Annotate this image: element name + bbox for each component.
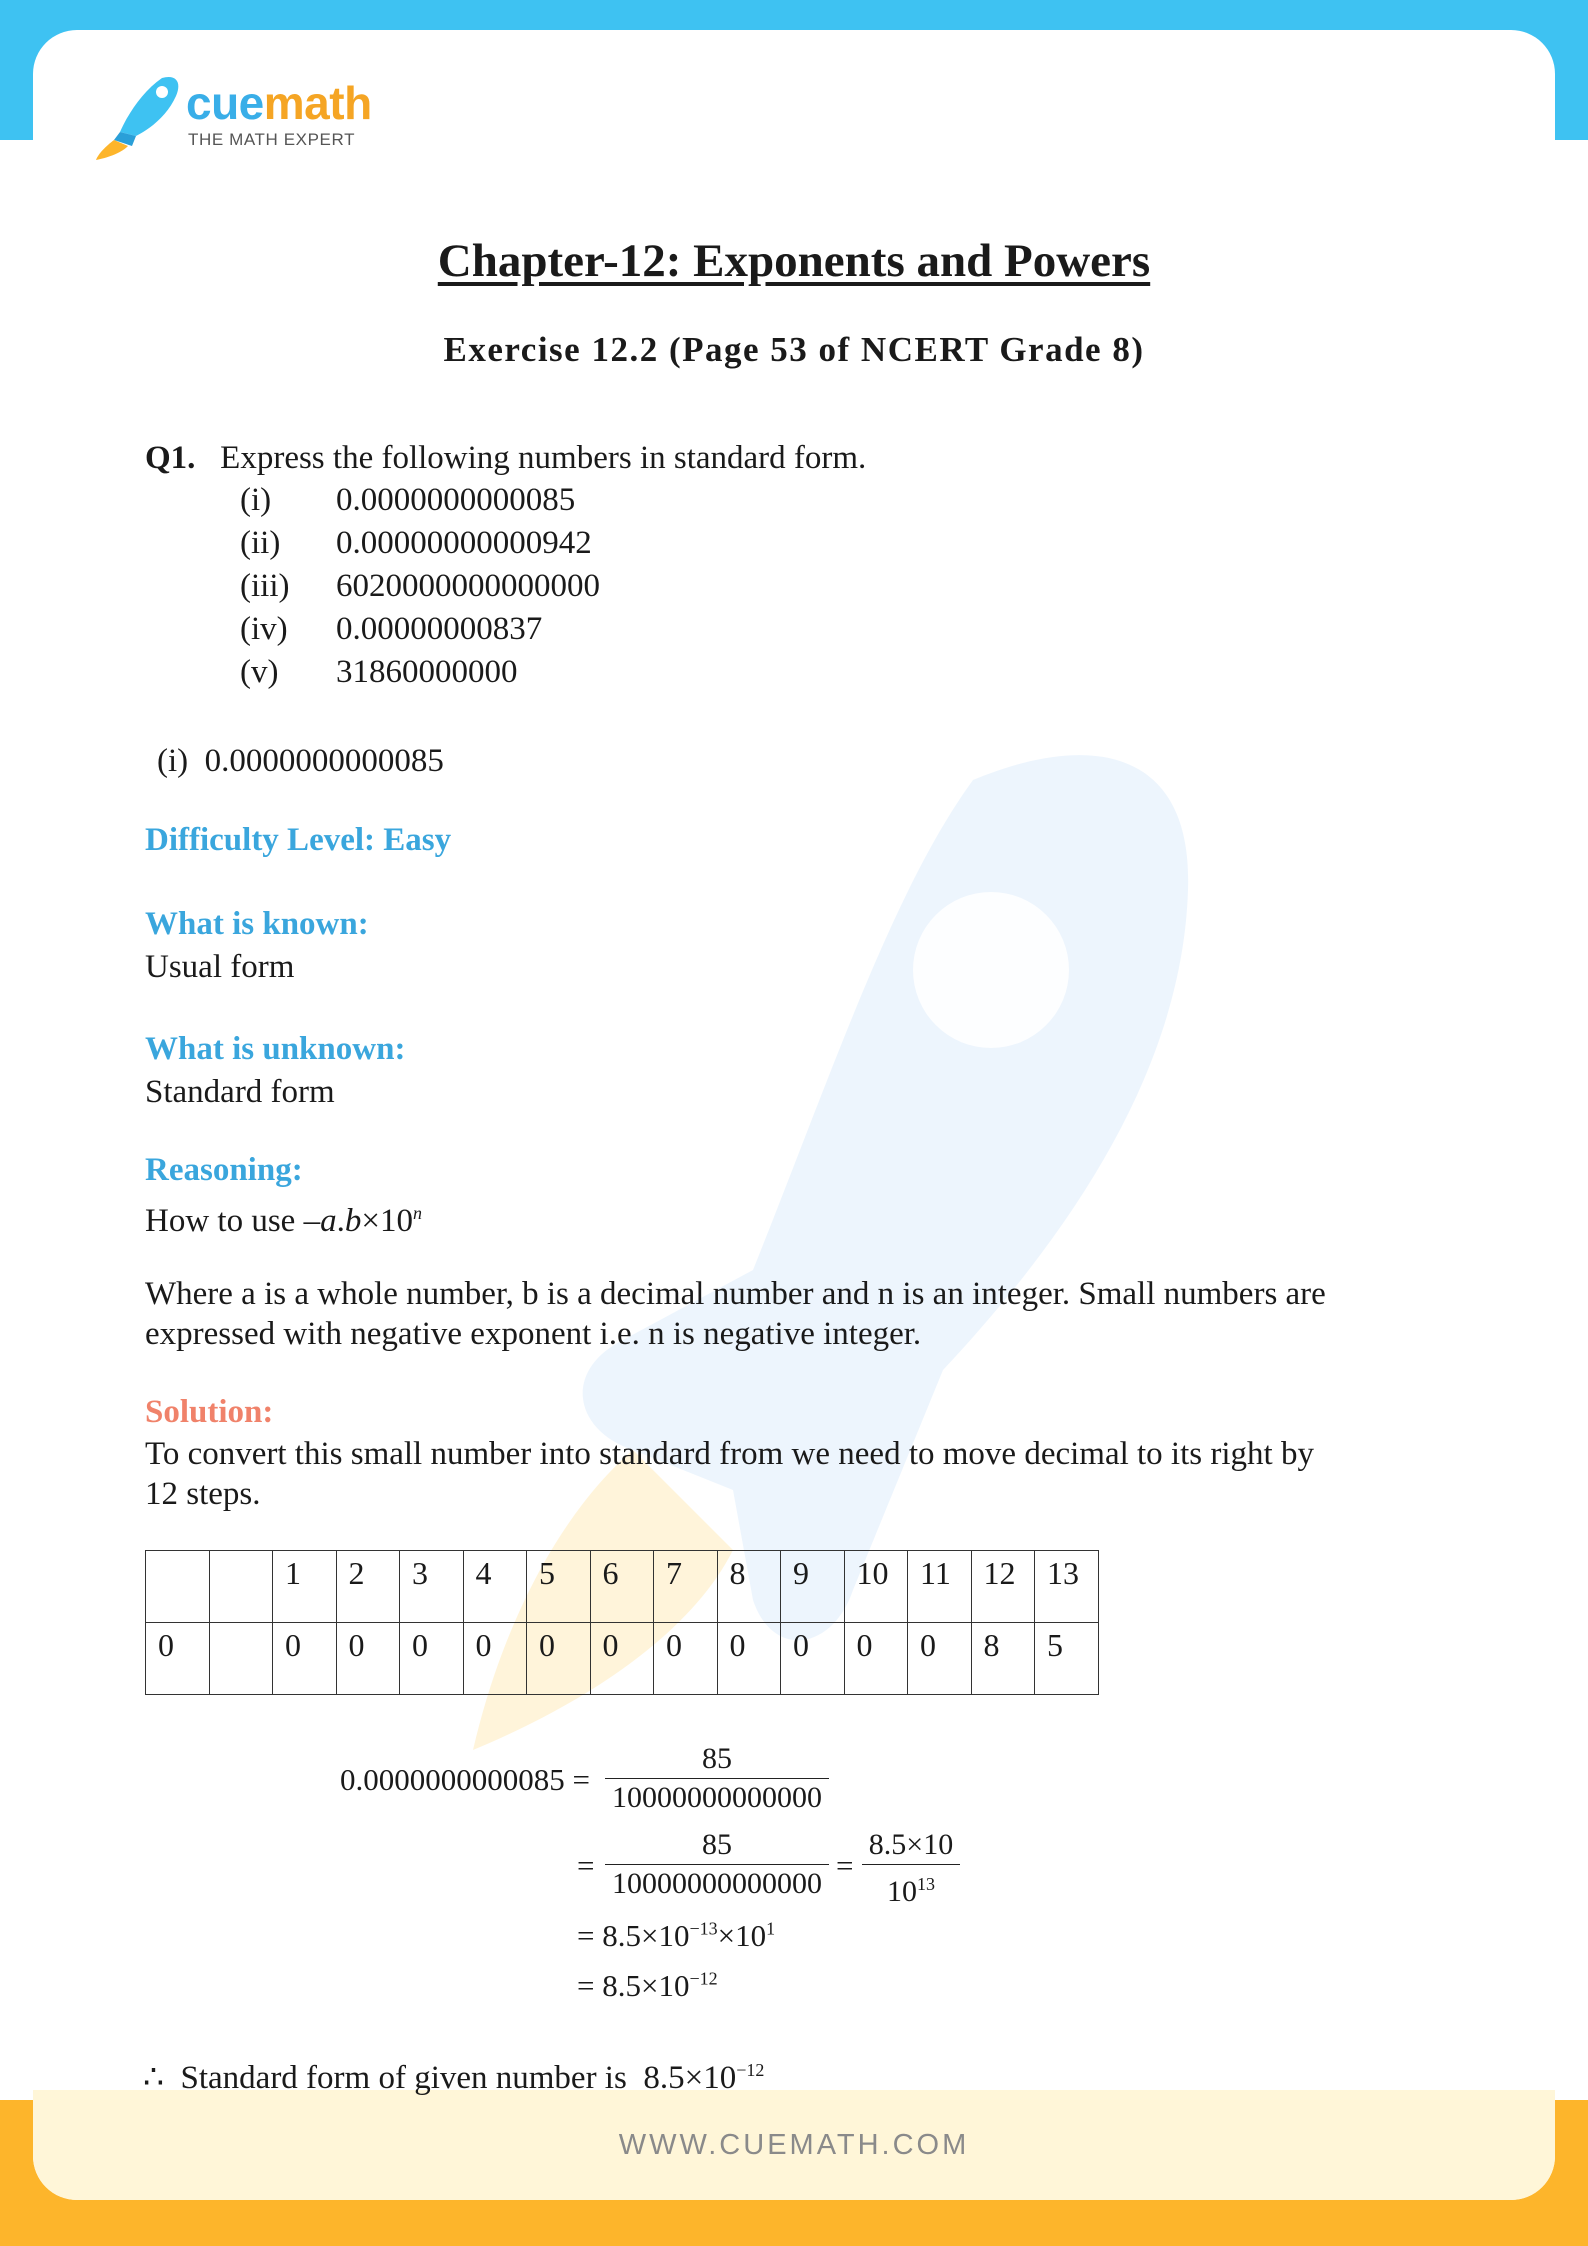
table-cell: 2 <box>336 1551 400 1623</box>
table-cell: 0 <box>781 1623 845 1695</box>
cuemath-logo <box>92 74 392 164</box>
math-numerator: 85 <box>702 1742 732 1775</box>
math-fraction-3 <box>862 1826 960 1911</box>
brand-name-part1: cue <box>186 77 264 129</box>
unknown-text: Standard form <box>145 1074 335 1110</box>
table-cell <box>209 1623 273 1695</box>
math-lhs-value: 0.0000000000085 <box>340 1762 565 1797</box>
table-cell: 5 <box>1035 1623 1099 1695</box>
table-cell: 0 <box>463 1623 527 1695</box>
table-cell: 0 <box>400 1623 464 1695</box>
table-row <box>146 1623 1099 1695</box>
table-cell: 0 <box>273 1623 337 1695</box>
table-cell: 0 <box>654 1623 718 1695</box>
solution-line1: To convert this small number into standard from we need to move decimal to its right by <box>145 1436 1314 1472</box>
table-cell: 8 <box>717 1551 781 1623</box>
known-text: Usual form <box>145 949 295 985</box>
math-step3: = $8.5\times 10^{-13}\times 10^1$ <box>577 1918 776 1953</box>
reasoning-prefix: How to use <box>145 1203 296 1239</box>
math-denominator: 10000000000000 <box>605 1778 829 1817</box>
formula-b: b <box>344 1203 362 1239</box>
math-numerator: 85 <box>702 1828 732 1861</box>
table-cell: 0 <box>844 1623 908 1695</box>
math-step4: = $8.5\times 10^{-12}$ <box>577 1968 718 2003</box>
table-cell: 0 <box>527 1623 591 1695</box>
brand-tagline: THE MATH EXPERT <box>188 130 356 149</box>
question-item-num: (v) <box>240 654 279 690</box>
table-row <box>146 1551 1099 1623</box>
table-cell: 0 <box>908 1623 972 1695</box>
question-item-value: 0.00000000000942 <box>336 525 592 561</box>
part-value: 0.0000000000085 <box>204 743 444 779</box>
question-item-value: 0.0000000000085 <box>336 482 576 518</box>
question-item-value: 6020000000000000 <box>336 568 600 604</box>
math-fraction-2 <box>605 1826 829 1903</box>
question-item <box>240 652 518 692</box>
question-line <box>145 438 866 478</box>
formula-exp: n <box>412 1203 422 1223</box>
math-numerator: 8.5×10 <box>868 1828 954 1861</box>
table-cell: 1 <box>273 1551 337 1623</box>
solution-line2: 12 steps. <box>145 1476 261 1512</box>
table-cell: 0 <box>336 1623 400 1695</box>
math-equals: = <box>577 1848 595 1883</box>
question-item <box>240 566 600 606</box>
known-heading: What is known: <box>145 906 369 942</box>
table-cell: 12 <box>971 1551 1035 1623</box>
question-item-num: (iv) <box>240 611 288 647</box>
conclusion-base: 8.5×10 <box>643 2060 737 2096</box>
reasoning-formula-line: How to use $-a.b\times 10^n$ <box>145 1203 422 1239</box>
part-line <box>157 741 444 781</box>
brand-name <box>186 77 372 129</box>
table-cell: 8 <box>971 1623 1035 1695</box>
table-cell: 13 <box>1035 1551 1099 1623</box>
footer-website[interactable]: WWW.CUEMATH.COM <box>33 2090 1555 2200</box>
table-cell <box>209 1551 273 1623</box>
question-label: Q1. <box>145 440 196 476</box>
table-cell: 3 <box>400 1551 464 1623</box>
math-den-exp: 13 <box>917 1874 935 1894</box>
decimal-steps-table <box>145 1550 1099 1695</box>
unknown-heading: What is unknown: <box>145 1031 406 1067</box>
math-fraction-1 <box>605 1740 829 1817</box>
reasoning-line1: Where a is a whole number, b is a decimal number and n is an integer. Small numbers are <box>145 1276 1326 1312</box>
math-equals: = <box>836 1848 854 1883</box>
math-denominator: 10000000000000 <box>605 1864 829 1903</box>
page-subtitle: Exercise 12.2 (Page 53 of NCERT Grade 8) <box>443 330 1145 369</box>
table-cell: 6 <box>590 1551 654 1623</box>
therefore-symbol: ∴ <box>143 2060 164 2096</box>
table-cell: 0 <box>717 1623 781 1695</box>
math-den-base: 10 <box>887 1875 917 1908</box>
question-text: Express the following numbers in standard form. <box>220 440 867 476</box>
question-item-value: 31860000000 <box>336 654 518 690</box>
rocket-logo-icon <box>92 74 182 160</box>
table-cell: 7 <box>654 1551 718 1623</box>
math-step3-exp2: 1 <box>766 1918 776 1939</box>
conclusion-exp: −12 <box>736 2060 765 2080</box>
table-cell: 0 <box>590 1623 654 1695</box>
table-cell: 0 <box>146 1623 210 1695</box>
page-title: Chapter-12: Exponents and Powers <box>437 235 1151 287</box>
table-cell: 11 <box>908 1551 972 1623</box>
question-item-value: 0.00000000837 <box>336 611 543 647</box>
question-item-num: (i) <box>240 482 272 518</box>
conclusion-line <box>143 2050 764 2098</box>
math-denominator <box>862 1864 960 1911</box>
question-item-num: (iii) <box>240 568 290 604</box>
question-item <box>240 523 592 563</box>
difficulty-heading: Difficulty Level: Easy <box>145 822 452 858</box>
reasoning-heading: Reasoning: <box>145 1152 303 1188</box>
math-step3-mid: ×10 <box>717 1918 767 1953</box>
math-step4-exp: −12 <box>689 1968 718 1989</box>
question-item <box>240 609 542 649</box>
reasoning-line2: expressed with negative exponent i.e. n is negative integer. <box>145 1316 922 1352</box>
formula-a: a <box>320 1203 337 1239</box>
formula-ten: 10 <box>379 1203 413 1239</box>
table-cell: 9 <box>781 1551 845 1623</box>
solution-heading: Solution: <box>145 1394 274 1430</box>
math-step3-exp1: −13 <box>689 1918 718 1939</box>
math-lhs: 0.0000000000085 = <box>340 1762 590 1797</box>
brand-name-part2: math <box>263 77 372 129</box>
table-cell <box>146 1551 210 1623</box>
minus-sign: – <box>303 1203 321 1239</box>
table-cell: 5 <box>527 1551 591 1623</box>
question-item-num: (ii) <box>240 525 281 561</box>
math-step3-base: 8.5×10 <box>602 1918 690 1953</box>
question-item <box>240 480 575 520</box>
conclusion-text: Standard form of given number is <box>180 2060 627 2096</box>
table-cell: 4 <box>463 1551 527 1623</box>
part-label: (i) <box>157 743 189 779</box>
math-step4-base: 8.5×10 <box>602 1968 690 2003</box>
table-cell: 10 <box>844 1551 908 1623</box>
